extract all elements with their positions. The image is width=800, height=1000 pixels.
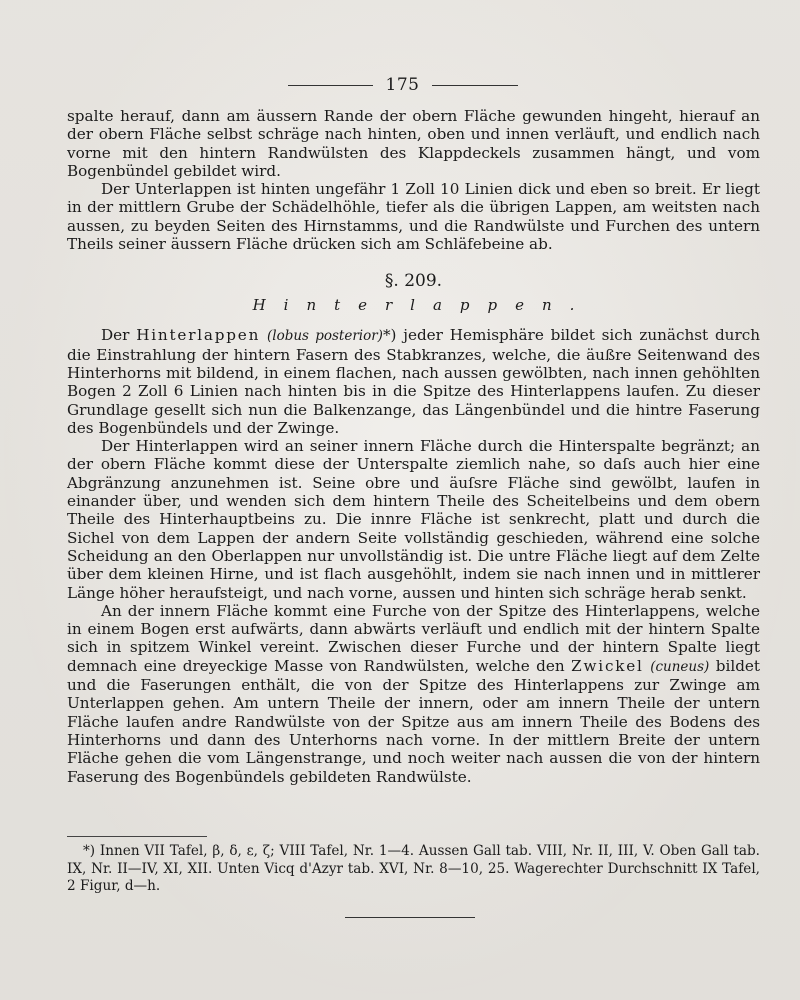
paragraph-prefix: An der innern Fläche kommt eine Furche von der Spitze des Hinterlappens, welche in einem Bogen erst aufwärts, dann abwärts verläuft und endlich mit der hintern Spalte sich in spitzem Winkel vereint. Zwischen dieser Furche und der hintern Spalte liegt demnach eine dreyeckige Masse von Randwülsten, welche den	[67, 601, 760, 675]
footnote-marker: *)	[83, 843, 96, 859]
end-rule	[345, 917, 475, 918]
term-hinterlappen: Hinterlappen	[136, 326, 261, 345]
latin-term-lobus-posterior: (lobus posterior)	[266, 328, 383, 345]
header-rule-left	[288, 85, 373, 86]
footnote-rule	[67, 836, 207, 837]
paragraph-hinterlappen-surfaces: Der Hinterlappen wird an seiner innern Fläche durch die Hinterspalte begränzt; an der obern Fläche kommt diese der Unterspalte ziemlich nahe, so daſs auch hier eine Abgränzung anzunehmen ist. Seine obre und äuſsre Fläche sind gewölbt, laufen in einander über, und wenden sich dem hintern Theile des Scheitelbeins und dem obern Theile des Hinterhauptbeins zu. Die innre Fläche ist senkrecht, platt und durch die Sichel von dem Lappen der andern Seite vollständig geschieden, während eine solche Scheidung an den Oberlappen nur unvollständig ist. Die untre Fläche liegt auf dem Zelte über dem kleinen Hirne, und ist flach ausgehöhlt, indem sie nach innen und in mittlerer Länge höher heraufsteigt, und nach vorne, aussen und hinten sich schräge herab senkt.	[67, 437, 760, 602]
paragraph-hinterlappen-intro	[67, 326, 760, 437]
footnote-text	[67, 843, 760, 896]
page-number: 175	[385, 75, 420, 95]
body-text	[67, 107, 760, 786]
paragraph-rest: *) jeder Hemisphäre bildet sich zunächst durch die Einstrahlung der hintern Fasern des Stabkranzes, welche, die äußre Seitenwand des Hinterhorns mit bildend, in einem flachen, nach aussen gewölbten, nach innen gehöhlten Bogen 2 Zoll 6 Linien nach hinten bis in die Spitze des Hinterlappens laufen. Zu dieser Grundlage gesellt sich nun die Balkenzange, das Längenbündel und die hintre Faserung des Bogenbündels und der Zwinge.	[67, 326, 760, 437]
term-zwickel: Zwickel	[571, 656, 644, 675]
header-rule-right	[432, 85, 518, 86]
page-header	[0, 74, 800, 98]
section-number: §. 209.	[384, 271, 443, 292]
paragraph-inner-surface	[67, 602, 760, 786]
footnote-content: Innen VII Tafel, β, δ, ε, ζ; VIII Tafel, Nr. 1—4. Aussen Gall tab. VIII, Nr. II, III, V. Oben Gall tab. IX, Nr. II—IV, XI, XII. Unten Vicq d'Azyr tab. XVI, Nr. 8—10, 25. Wagerechter Durchschnitt IX Tafel, 2 Figur, d—h.	[67, 843, 760, 895]
paragraph-unterlappen: Der Unterlappen ist hinten ungefähr 1 Zoll 10 Linien dick und eben so breit. Er liegt in der mittlern Grube der Schädelhöhle, tiefer als die übrigen Lappen, am weitsten nach aussen, zu beyden Seiten des Hirnstamms, und die Randwülste und Furchen des untern Theils seiner äussern Fläche drücken sich am Schläfebeine ab.	[67, 180, 760, 254]
paragraph-rest: bildet und die Faserungen enthält, die von der Spitze des Hinterlappens zur Zwinge am Unterlappen gehen. Am untern Theile der innern, oder am innern Theile der untern Fläche laufen andre Randwülste von der Spitze aus am innern Theile des Bodens des Hinterhorns und dann des Unterhorns nach vorne. In der mittlern Breite der untern Fläche gehen die vom Längenstrange, und noch weiter nach aussen die von der hintern Faserung des Bogenbündels gebildeten Randwülste.	[67, 656, 761, 786]
paragraph-continued: spalte herauf, dann am äussern Rande der obern Fläche gewunden hingeht, hierauf an der obern Fläche selbst schräge nach hinten, oben und innen verläuft, und endlich nach vorne mit den hintern Randwülsten des Klappdeckels zusammen hängt, und vom Bogenbündel gebildet wird.	[67, 107, 760, 180]
paragraph-prefix: Der	[101, 326, 137, 345]
footnote	[67, 843, 760, 896]
section-title: Hinterlappen.	[252, 296, 593, 315]
latin-term-cuneus: (cuneus)	[650, 658, 710, 675]
